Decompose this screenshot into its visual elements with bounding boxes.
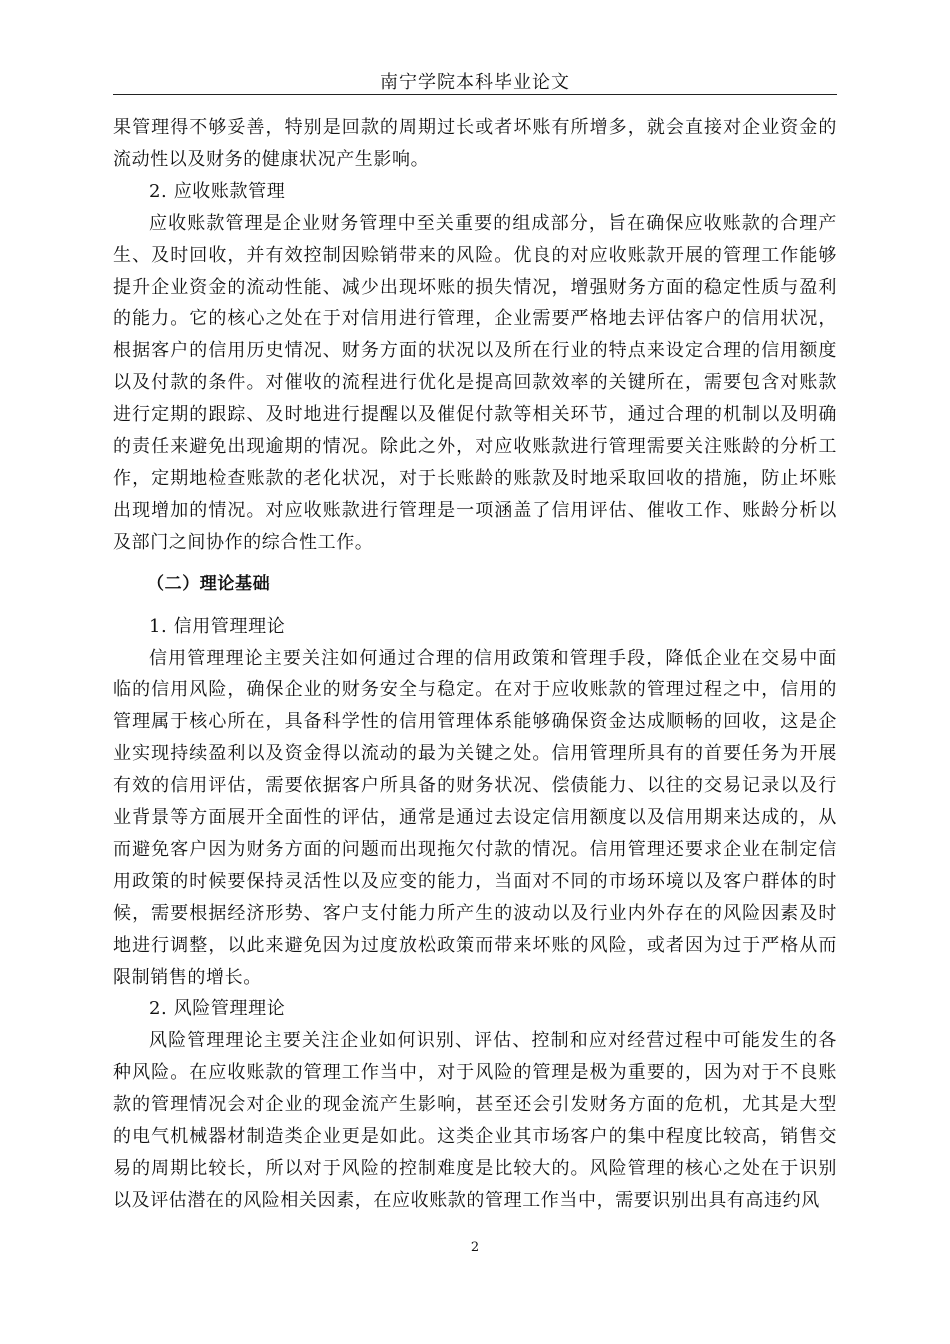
subheading-credit-theory: 1. 信用管理理论 bbox=[149, 615, 286, 637]
paragraph-continued: 果管理得不够妥善，特别是回款的周期过长或者坏账有所增多，就会直接对企业资金的流动性以及财务的健康状况产生影响。 bbox=[113, 117, 837, 170]
page-header bbox=[113, 66, 837, 95]
subheading-receivables-management: 2. 应收账款管理 bbox=[149, 180, 286, 202]
document-body bbox=[113, 112, 837, 1217]
paragraph-credit-theory: 信用管理理论主要关注如何通过合理的信用政策和管理手段，降低企业在交易中面临的信用风险，确保企业的财务安全与稳定。在对于应收账款的管理过程之中，信用的管理属于核心所在，具备科学性的信用管理体系能够确保资金达成顺畅的回收，这是企业实现持续盈利以及资金得以流动的最为关键之处。信用管理所具有的首要任务为开展有效的信用评估，需要依据客户所具备的财务状况、偿债能力、以往的交易记录以及行业背景等方面展开全面性的评估，通常是通过去设定信用额度以及信用期来达成的，从而避免客户因为财务方面的问题而出现拖欠付款的情况。信用管理还要求企业在制定信用政策的时候要保持灵活性以及应变的能力，当面对不同的市场环境以及客户群体的时候，需要根据经济形势、客户支付能力所产生的波动以及行业内外存在的风险因素及时地进行调整，以此来避免因为过度放松政策而带来坏账的风险，或者因为过于严格从而限制销售的增长。 bbox=[113, 647, 837, 988]
page-number: 2 bbox=[470, 1240, 480, 1255]
paragraph-receivables-management: 应收账款管理是企业财务管理中至关重要的组成部分，旨在确保应收账款的合理产生、及时回收，并有效控制因赊销带来的风险。优良的对应收账款开展的管理工作能够提升企业资金的流动性能、减少出现坏账的损失情况，增强财务方面的稳定性质与盈利的能力。它的核心之处在于对信用进行管理，企业需要严格地去评估客户的信用状况，根据客户的信用历史情况、财务方面的状况以及所在行业的特点来设定合理的信用额度以及付款的条件。对催收的流程进行优化是提高回款效率的关键所在，需要包含对账款进行定期的跟踪、及时地进行提醒以及催促付款等相关环节，通过合理的机制以及明确的责任来避免出现逾期的情况。除此之外，对应收账款进行管理需要关注账龄的分析工作，定期地检查账款的老化状况，对于长账龄的账款及时地采取回收的措施，防止坏账出现增加的情况。对应收账款进行管理是一项涵盖了信用评估、催收工作、账龄分析以及部门之间协作的综合性工作。 bbox=[113, 212, 837, 553]
header-title: 南宁学院本科毕业论文 bbox=[380, 72, 570, 93]
subheading-risk-theory: 2. 风险管理理论 bbox=[149, 998, 286, 1020]
paragraph-risk-theory: 风险管理理论主要关注企业如何识别、评估、控制和应对经营过程中可能发生的各种风险。在应收账款的管理工作当中，对于风险的管理是极为重要的，因为对于不良账款的管理情况会对企业的现金流产生影响，甚至还会引发财务方面的危机，尤其是大型的电气机械器材制造类企业更是如此。这类企业其市场客户的集中程度比较高，销售交易的周期比较长，所以对于风险的控制难度是比较大的。风险管理的核心之处在于识别以及评估潜在的风险相关因素，在应收账款的管理工作当中，需要识别出具有高违约风 bbox=[113, 1030, 837, 1211]
section-heading-theory: （二）理论基础 bbox=[147, 573, 271, 594]
